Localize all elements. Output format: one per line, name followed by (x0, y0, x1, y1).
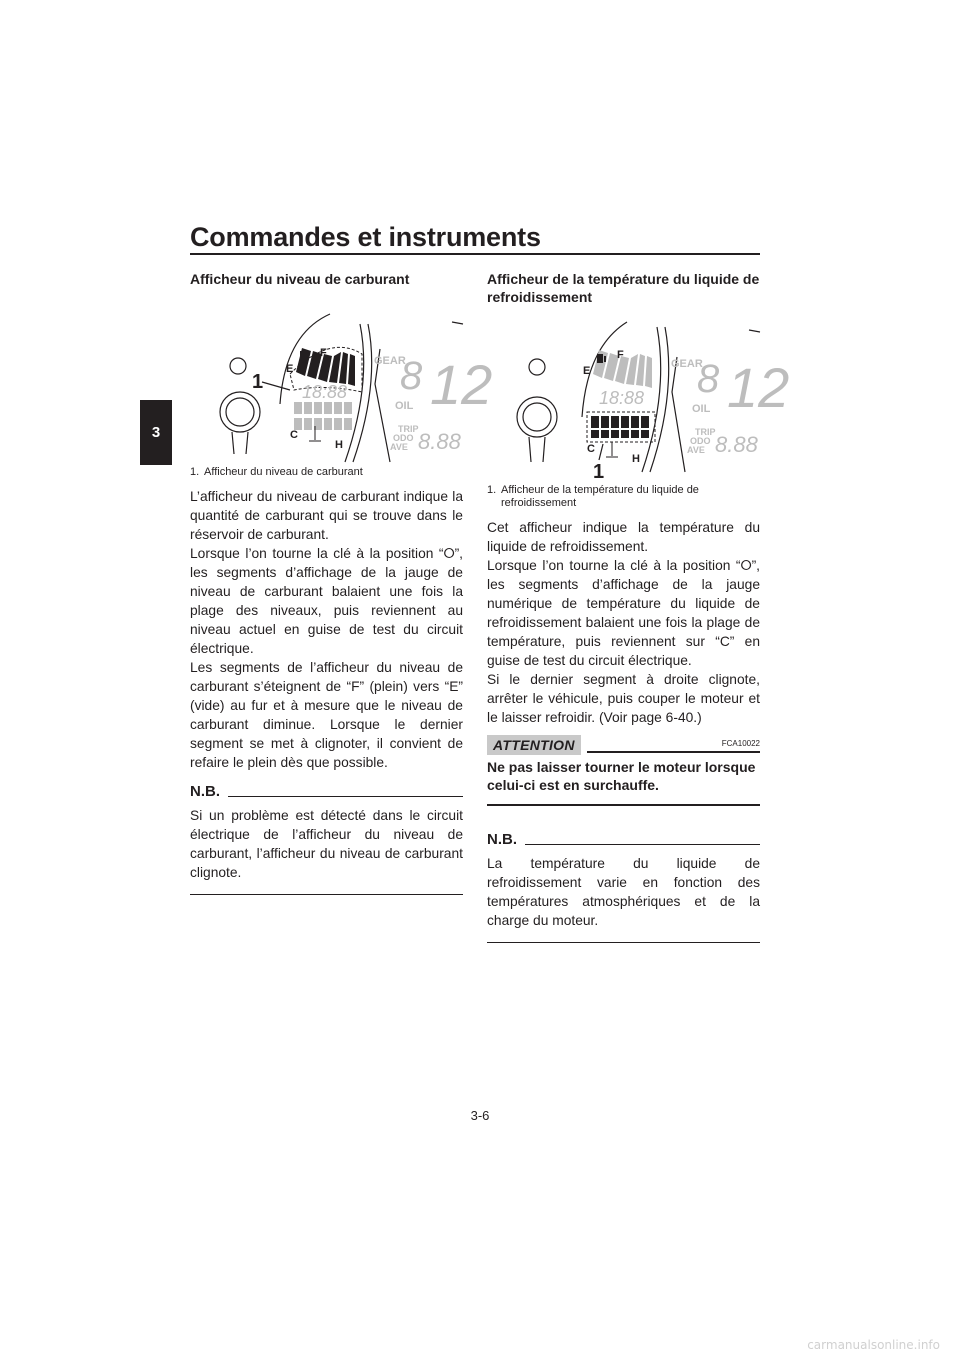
fuel-gauge-figure (190, 294, 493, 464)
paragraph: Si le dernier segment à droite clignote, arrêter le véhicule, puis couper le moteur et le laisser refroidir. (Voir page 6-40.) (487, 672, 760, 725)
trip-text: TRIP (398, 424, 419, 434)
oil-text: OIL (692, 403, 711, 415)
svg-text:8: 8 (697, 357, 720, 401)
callout-number: 1 (593, 461, 605, 483)
svg-text:12: 12 (727, 356, 790, 419)
full-label: F (320, 347, 327, 359)
note-rule (228, 796, 463, 797)
note-rule (525, 844, 760, 845)
hot-label: H (335, 439, 343, 451)
coolant-gauge-figure (487, 312, 790, 483)
figure-caption (487, 484, 760, 510)
oil-text: OIL (395, 400, 414, 412)
hot-label: H (632, 453, 640, 465)
ave-text: AVE (390, 442, 408, 452)
page-number: 3-6 (470, 1108, 490, 1123)
note-label: N.B. (487, 831, 517, 848)
gear-text: GEAR (374, 355, 406, 367)
attention-code: FCA10022 (721, 739, 760, 748)
attention-rule (587, 751, 760, 753)
gear-text: GEAR (671, 358, 703, 370)
attention-box (487, 735, 760, 806)
caption-number: 1. (487, 484, 497, 496)
paragraph: L’afficheur du niveau de carburant indique la quantité de carburant qui se trouve dans le réservoir de carburant. (190, 489, 463, 542)
attention-label: ATTENTION (487, 735, 581, 755)
note-end-rule (190, 894, 463, 895)
thermometer-icon (606, 442, 618, 457)
watermark: carmanualsonline.info (807, 1338, 940, 1352)
page-title: Commandes et instruments (190, 222, 541, 252)
svg-text:12: 12 (430, 353, 493, 416)
right-column (487, 270, 790, 943)
cold-label: C (290, 429, 298, 441)
full-label: F (617, 349, 624, 361)
caption-number: 1. (190, 466, 200, 478)
caption-text: Afficheur du niveau de carburant (204, 466, 363, 478)
svg-text:8.88: 8.88 (715, 432, 758, 457)
cold-label: C (587, 443, 595, 455)
chapter-tab: 3 (140, 400, 172, 465)
figure-caption (190, 466, 463, 479)
paragraph: Cet afficheur indique la température du liquide de refroidissement. (487, 520, 760, 554)
svg-text:8: 8 (400, 354, 423, 398)
empty-label: E (583, 365, 591, 377)
odo-text: ODO (690, 436, 711, 446)
note-text: Si un problème est détecté dans le circuit électrique de l’afficheur du niveau de carburant, l’afficheur du niveau de carburant clignote. (190, 808, 463, 880)
section-title-fuel: Afficheur du niveau de carburant (190, 271, 410, 287)
attention-text: Ne pas laisser tourner le moteur lorsque celui-ci est en surchauffe. (487, 759, 756, 793)
ave-text: AVE (687, 445, 705, 455)
paragraph: Les segments de l’afficheur du niveau de carburant s’éteignent de “F” (plein) vers “E” (vide) au fur et à mesure que le niveau de carburant diminue. Lorsque le dernier segment se met à clignoter, il convient de refaire le plein dès que possible. (190, 660, 463, 770)
note-label: N.B. (190, 783, 220, 800)
note-box (487, 832, 760, 943)
caption-text: Afficheur de la température du liquide de refroidissement (501, 484, 699, 509)
note-end-rule (487, 942, 760, 943)
callout-number: 1 (252, 371, 264, 393)
section-title-coolant: Afficheur de la température du liquide de refroidissement (487, 271, 760, 305)
note-box (190, 784, 463, 895)
trip-text: TRIP (695, 427, 716, 437)
header-rule (190, 253, 760, 255)
empty-label: E (286, 363, 294, 375)
fuel-gauge-illustration (190, 294, 493, 464)
note-text: La température du liquide de refroidissement varie en fonction des températures atmosphériques et de la charge du moteur. (487, 856, 760, 928)
odo-text: ODO (393, 433, 414, 443)
paragraph: Lorsque l’on tourne la clé à la position “⭘”, les segments d’affichage de la jauge numérique de température du liquide de refroidissement balaient une fois la plage de température, puis reviennent sur “C” en guise de test du circuit électrique. (487, 558, 760, 668)
paragraph: Lorsque l’on tourne la clé à la position “⭘”, les segments d’affichage de la jauge de niveau de carburant balaient une fois la plage des niveaux, puis reviennent au niveau actuel en guise de test du circuit électrique. (190, 546, 463, 656)
svg-text:8.88: 8.88 (418, 429, 461, 454)
svg-text:18:88: 18:88 (302, 382, 348, 402)
coolant-segments (591, 416, 649, 438)
svg-text:18:88: 18:88 (599, 388, 645, 408)
coolant-gauge-illustration (487, 312, 790, 483)
left-column (190, 270, 493, 895)
attention-end-rule (487, 804, 760, 806)
